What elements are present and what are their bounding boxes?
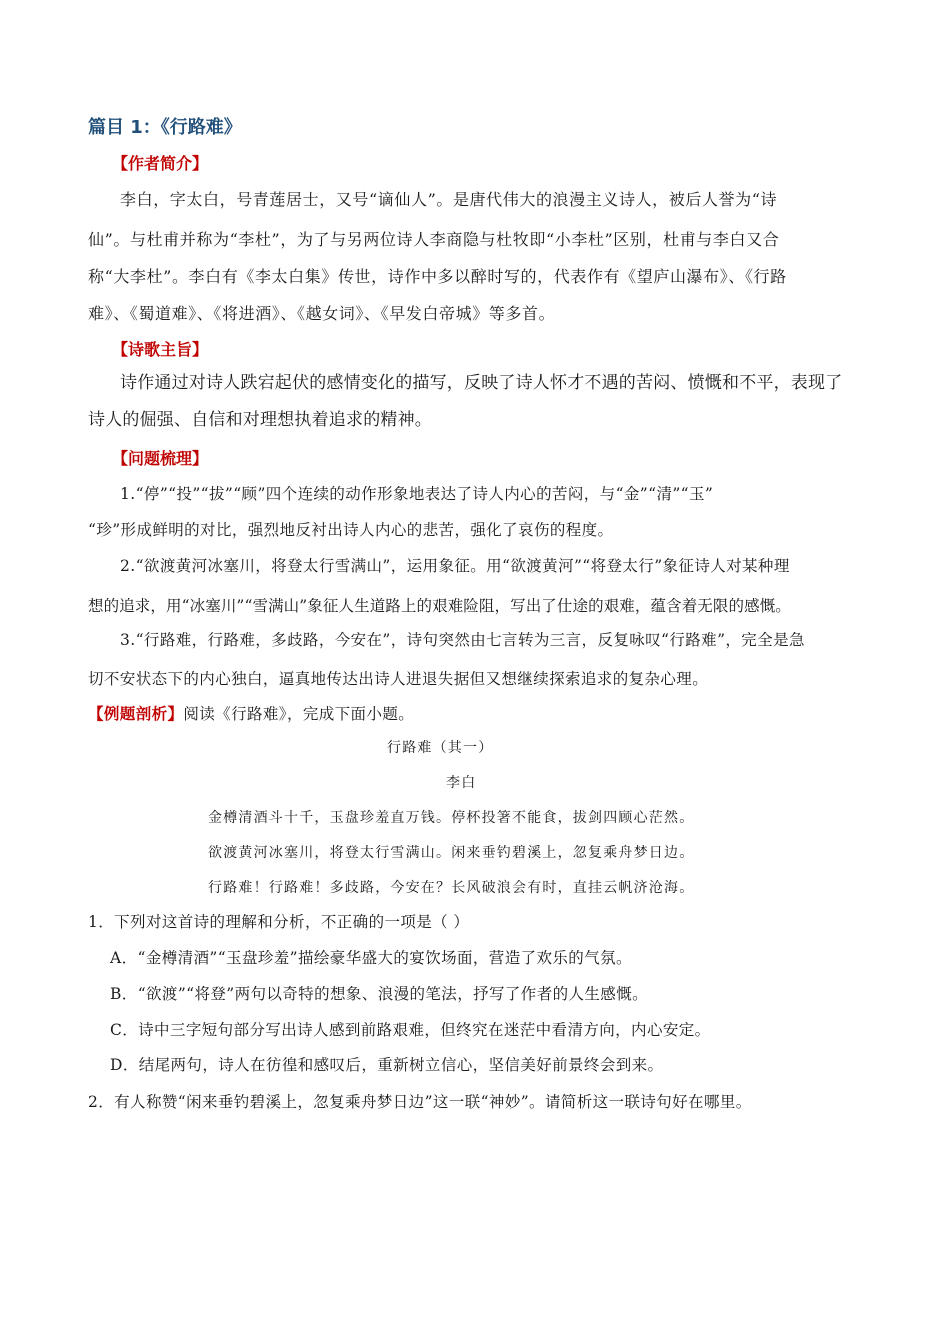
issues-line: “珍”形成鲜明的对比，强烈地反衬出诗人内心的悲苦，强化了哀伤的程度。 xyxy=(88,521,614,539)
theme-line: 诗人的倔强、自信和对理想执着追求的精神。 xyxy=(88,410,432,430)
example-heading: 【例题剖析】 xyxy=(88,705,184,723)
issues-line: 切不安状态下的内心独白，逼真地传达出诗人进退失据但又想继续探索追求的复杂心理。 xyxy=(88,670,709,688)
issues-line: 3.“行路难，行路难，多歧路，今安在”，诗句突然由七言转为三言，反复咏叹“行路难”，完全是急 xyxy=(120,631,805,649)
issues-line: 2.“欲渡黄河冰塞川，将登太行雪满山”，运用象征。用“欲渡黄河”“将登太行”象征诗人对某种理 xyxy=(120,557,790,575)
question-1-option-a: A．“金樽清酒”“玉盘珍羞”描绘豪华盛大的宴饮场面，营造了欢乐的气氛。 xyxy=(110,949,632,967)
author-intro-line: 难》、《蜀道难》、《将进酒》、《越女词》、《早发白帝城》等多首。 xyxy=(88,304,556,323)
poem-line: 行路难！行路难！多歧路，今安在？长风破浪会有时，直挂云帆济沧海。 xyxy=(208,880,695,896)
question-1-option-c: C．诗中三字短句部分写出诗人感到前路艰难，但终究在迷茫中看清方向，内心安定。 xyxy=(110,1021,711,1039)
question-2: 2．有人称赞“闲来垂钓碧溪上，忽复乘舟梦日边”这一联“神妙”。请简析这一联诗句好在哪里。 xyxy=(88,1093,752,1111)
page-title: 篇目 1：《行路难》 xyxy=(88,117,242,138)
issues-line: 想的追求，用“冰塞川”“雪满山”象征人生道路上的艰难险阻，写出了仕途的艰难，蕴含着无限的感慨。 xyxy=(88,597,791,615)
poem-title: 行路难（其一） xyxy=(387,740,494,756)
question-1-option-b: B．“欲渡”“将登”两句以奇特的想象、浪漫的笔法，抒写了作者的人生感慨。 xyxy=(110,985,648,1003)
author-intro-line: 称“大李杜”。李白有《李太白集》传世，诗作中多以醉时写的，代表作有《望庐山瀑布》、《行路 xyxy=(88,267,787,286)
example-intro-row xyxy=(88,704,414,724)
poem-author: 李白 xyxy=(446,775,477,791)
theme-line: 诗作通过对诗人跌宕起伏的感情变化的描写，反映了诗人怀才不遇的苦闷、愤慨和不平，表现了 xyxy=(120,373,843,393)
example-intro: 阅读《行路难》，完成下面小题。 xyxy=(183,705,415,723)
poem-line: 欲渡黄河冰塞川，将登太行雪满山。闲来垂钓碧溪上，忽复乘舟梦日边。 xyxy=(208,845,695,861)
author-intro-heading: 【作者简介】 xyxy=(112,154,209,173)
question-1-option-d: D．结尾两句，诗人在彷徨和感叹后，重新树立信心，坚信美好前景终会到来。 xyxy=(110,1056,664,1074)
issues-heading: 【问题梳理】 xyxy=(112,449,209,468)
theme-heading: 【诗歌主旨】 xyxy=(112,340,209,359)
poem-line: 金樽清酒斗十千，玉盘珍羞直万钱。停杯投箸不能食，拔剑四顾心茫然。 xyxy=(208,810,695,826)
author-intro-line: 仙”。与杜甫并称为“李杜”，为了与另两位诗人李商隐与杜牧即“小李杜”区别，杜甫与李白又合 xyxy=(88,230,780,249)
question-1: 1．下列对这首诗的理解和分析，不正确的一项是（ ） xyxy=(88,913,470,931)
author-intro-line: 李白，字太白，号青莲居士，又号“谪仙人”。是唐代伟大的浪漫主义诗人，被后人誉为“诗 xyxy=(120,190,778,209)
issues-line: 1.“停”“投”“拔”“顾”四个连续的动作形象地表达了诗人内心的苦闷，与“金”“清”“玉” xyxy=(120,485,714,503)
